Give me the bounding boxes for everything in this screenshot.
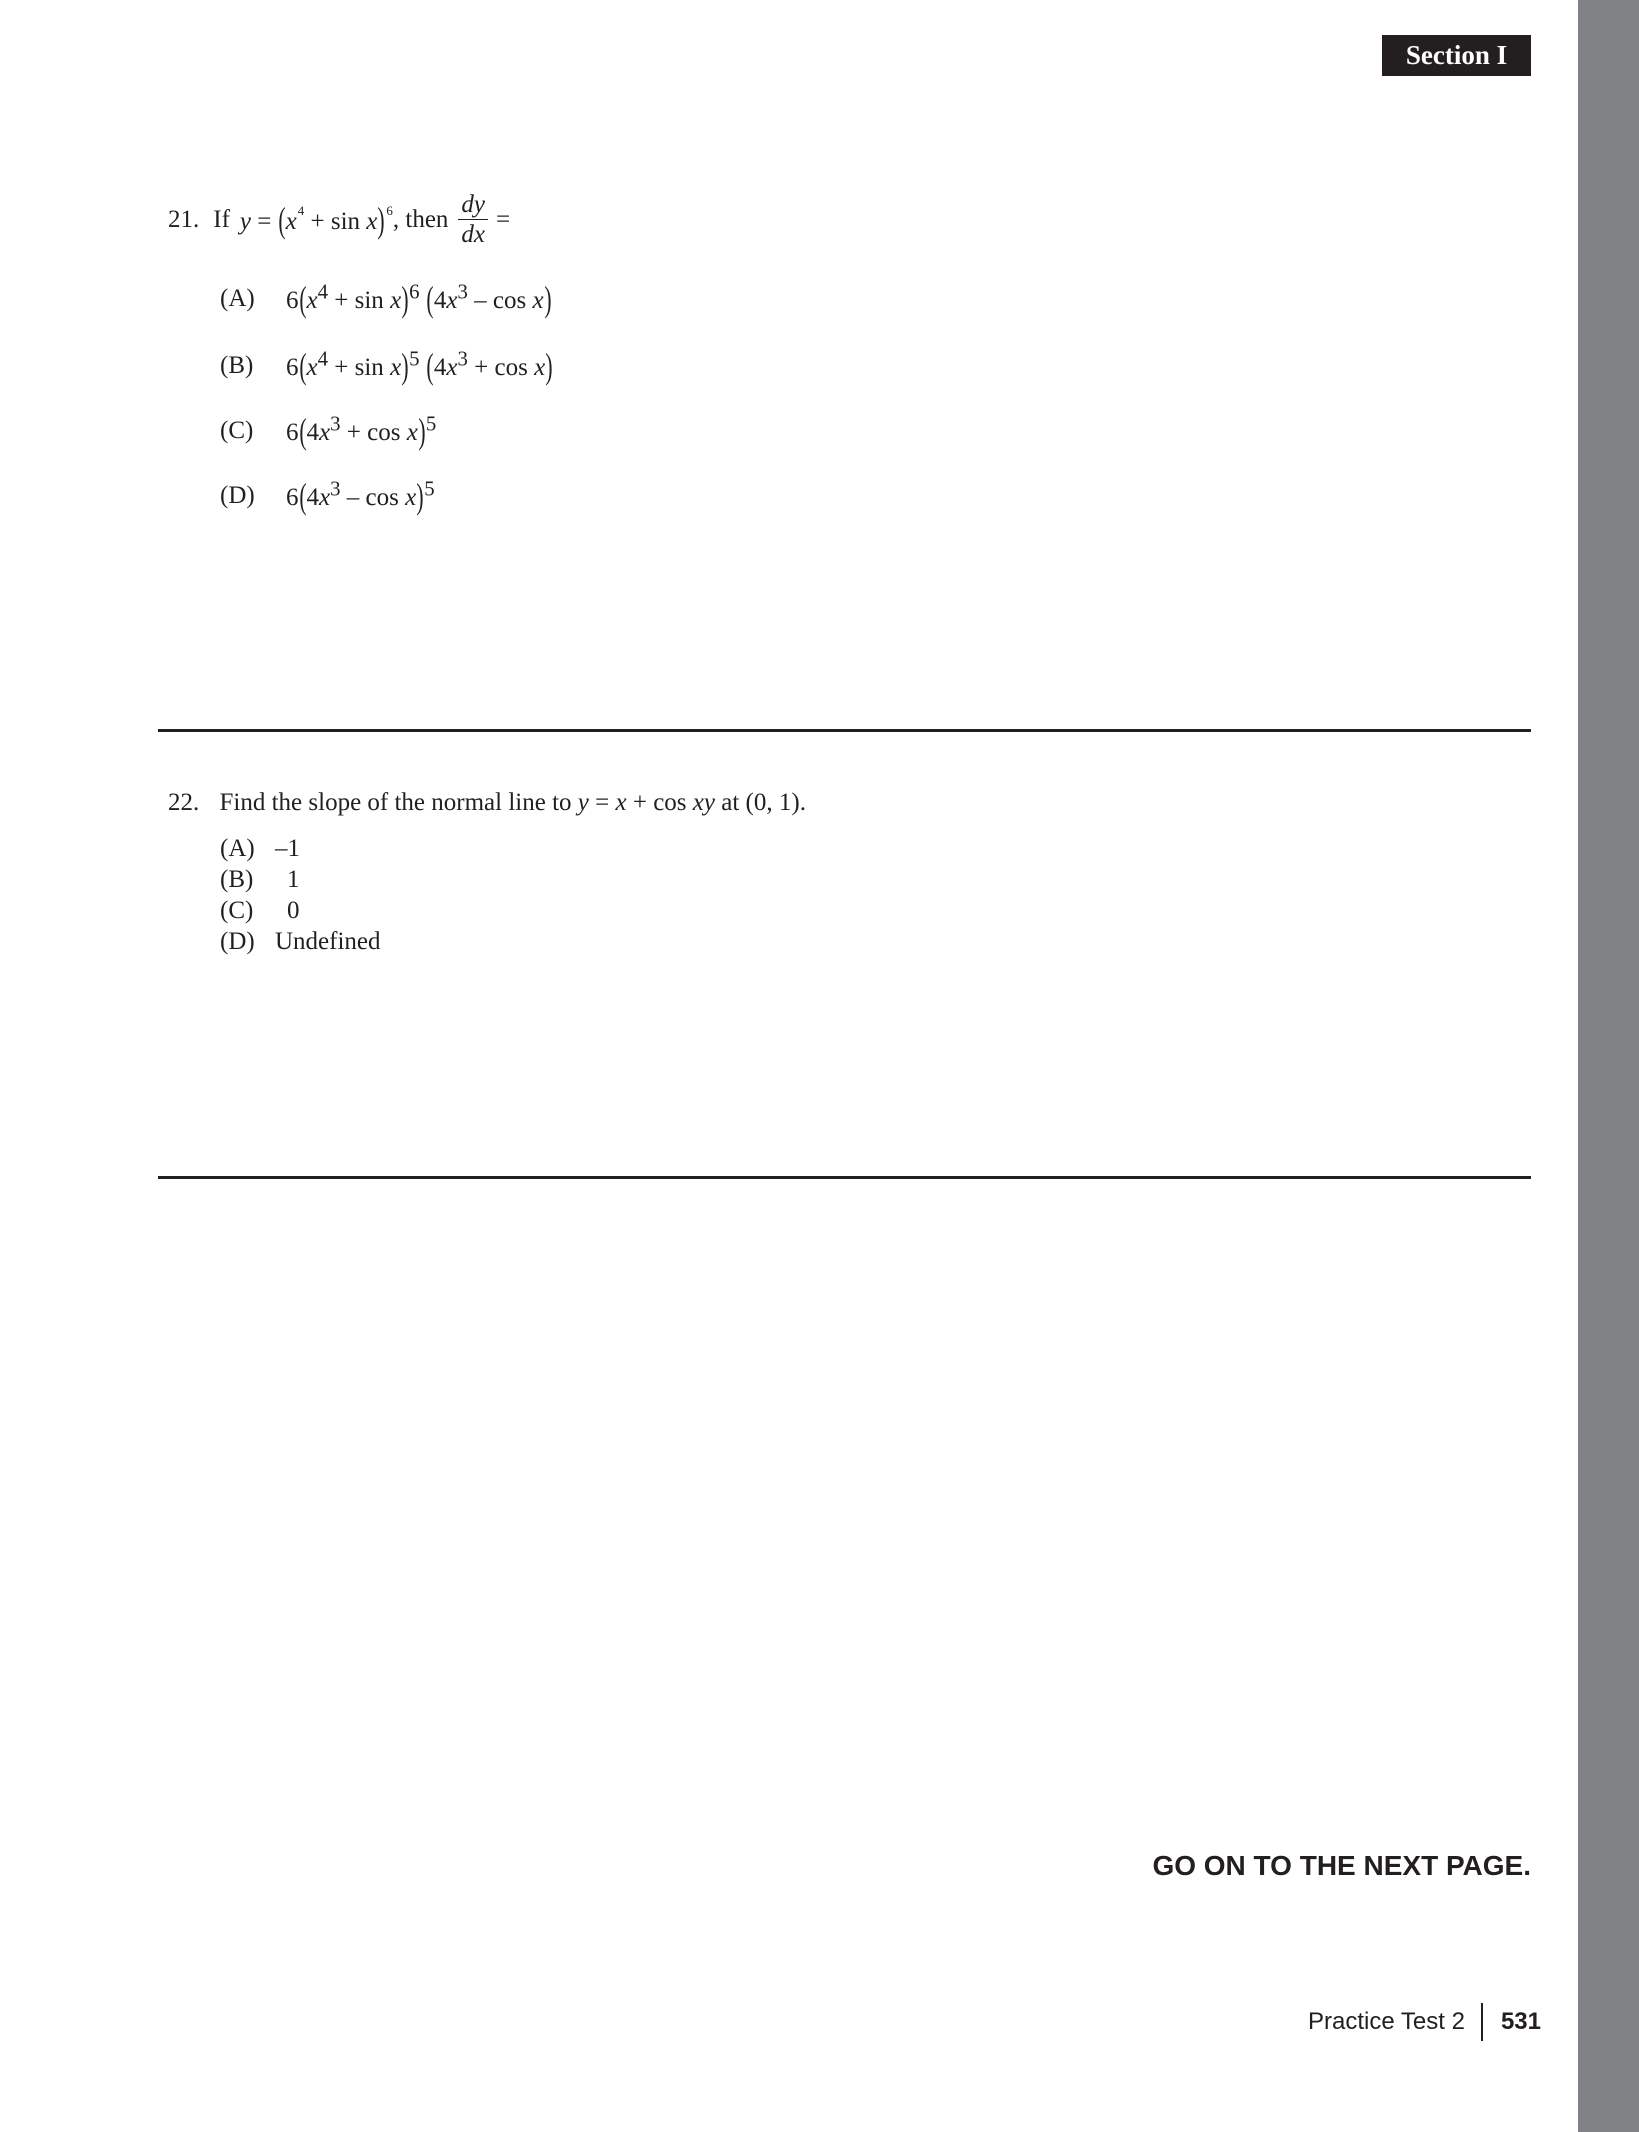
option-value: –1	[275, 835, 300, 862]
option-expression: $6(x^4 + \sin x)^6$ ($4x^3$ – cos x)	[286, 279, 552, 319]
question-21-number: 21.	[168, 206, 200, 233]
option-expression: $6(4x^3 + \cos x)^5$	[286, 411, 437, 451]
question-22-stem	[168, 789, 806, 817]
footer-separator	[1481, 2003, 1483, 2041]
option-letter: (D)	[220, 928, 255, 955]
fraction-numerator: dy	[458, 192, 488, 220]
q21-option-b[interactable]	[220, 345, 553, 387]
q22-option-d[interactable]	[220, 928, 381, 956]
page-edge-bar	[1578, 0, 1639, 2132]
q22-option-a[interactable]	[220, 835, 300, 863]
option-expression: $6(4x^3$ – cos x)$^5$	[286, 476, 435, 516]
option-letter: (B)	[220, 866, 254, 893]
question-21-stem	[168, 192, 510, 247]
option-letter: (C)	[220, 417, 254, 444]
q21-option-c[interactable]	[220, 410, 436, 452]
divider-rule	[158, 1176, 1531, 1179]
test-name: Practice Test 2	[1307, 2008, 1465, 2035]
option-value: 0	[287, 897, 300, 924]
q21-option-a[interactable]	[220, 278, 552, 320]
page-number: 531	[1500, 2008, 1541, 2035]
page-footer	[1308, 2003, 1541, 2041]
question-22-number: 22.	[168, 789, 200, 816]
q22-option-c[interactable]	[220, 897, 300, 925]
q21-option-d[interactable]	[220, 475, 435, 517]
question-22-point: at (0, 1).	[721, 789, 806, 816]
option-letter: (C)	[220, 897, 254, 924]
option-expression: $6(x^4 + \sin x)^5$ $(4x^3 + \cos x)$	[286, 346, 553, 386]
question-22-text: Find the slope of the normal line to	[219, 789, 572, 816]
fraction-denominator: dx	[461, 221, 486, 248]
option-letter: (A)	[220, 835, 255, 862]
option-value: 1	[287, 866, 300, 893]
question-21-equals: =	[496, 206, 511, 233]
go-on-next-page: GO ON TO THE NEXT PAGE.	[1152, 1850, 1531, 1881]
q22-option-b[interactable]	[220, 866, 300, 894]
section-label: Section I	[1382, 35, 1531, 76]
question-21-if: If	[213, 206, 230, 233]
option-letter: (D)	[220, 482, 255, 509]
option-letter: (B)	[220, 352, 254, 379]
question-21-then: , then	[392, 206, 449, 233]
derivative-fraction	[458, 192, 488, 247]
divider-rule	[158, 729, 1531, 732]
option-letter: (A)	[220, 285, 255, 312]
question-22-equation: y = x + cos xy	[577, 789, 715, 816]
option-value: Undefined	[275, 928, 381, 955]
question-21-expression: $y = (x^4 + \sin x)^6$	[239, 199, 393, 240]
